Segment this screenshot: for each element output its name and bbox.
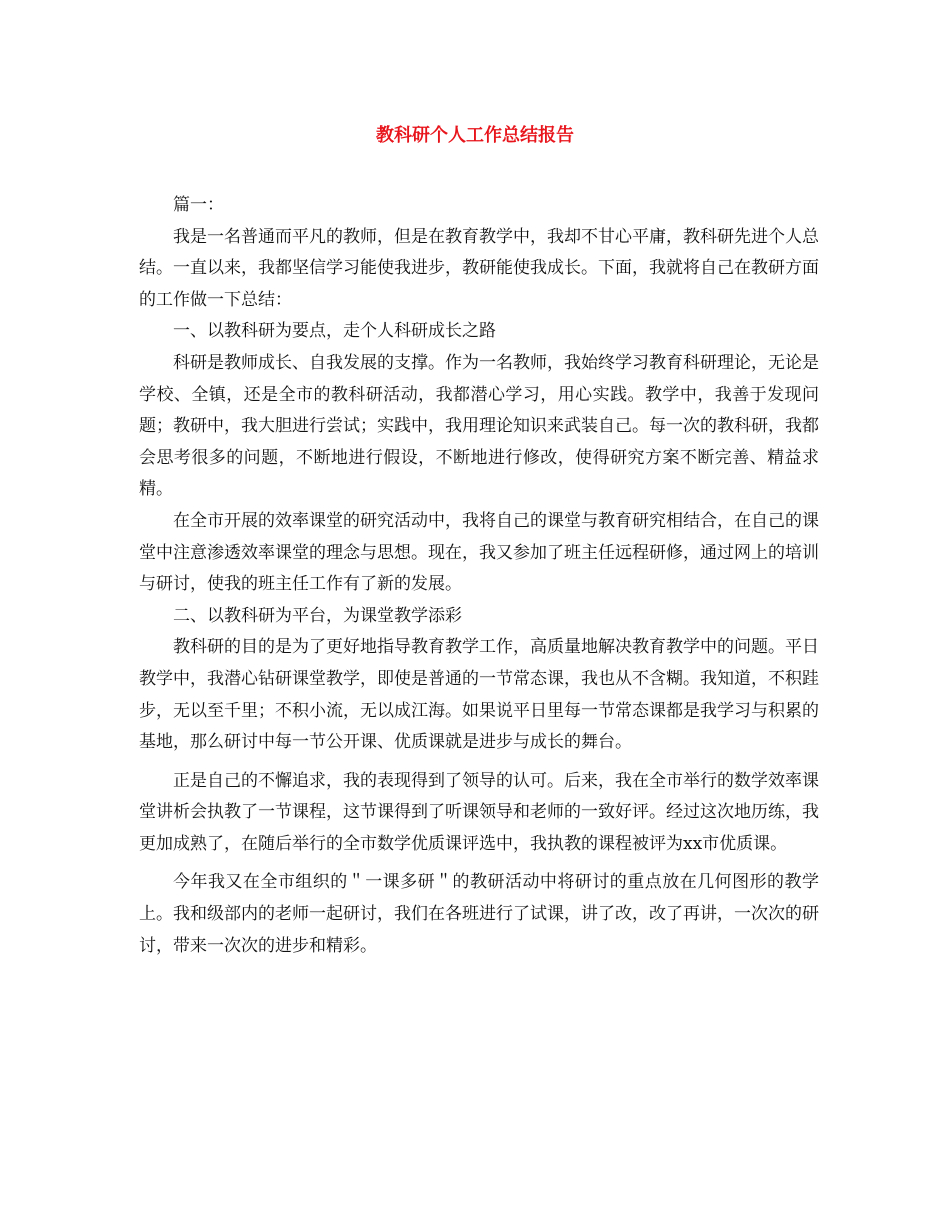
paragraph: 在全市开展的效率课堂的研究活动中，我将自己的课堂与教育研究相结合，在自己的课堂中注意渗透效率课堂的理念与思想。现在，我又参加了班主任远程研修，通过网上的培训与研讨，使我的班主任工作有了新的发展。 [139,510,819,595]
paragraph: 科研是教师成长、自我发展的支撑。作为一名教师，我始终学习教育科研理论，无论是学校、全镇，还是全市的教科研活动，我都潜心学习，用心实践。教学中，我善于发现问题；教研中，我大胆进行尝试；实践中，我用理论知识来武装自己。每一次的教科研，我都会思考很多的问题，不断地进行假设，不断地进行修改，使得研究方案不断完善、精益求精。 [139,352,819,500]
section-heading: 一、以教科研为要点，走个人科研成长之路 [173,321,496,342]
paragraph: 今年我又在全市组织的＂一课多研＂的教研活动中将研讨的重点放在几何图形的教学上。我和级部内的老师一起研讨，我们在各班进行了试课，讲了改，改了再讲，一次次的研讨，带来一次次的进步和精彩。 [139,872,819,956]
paragraph: 我是一名普通而平凡的教师，但是在教育教学中，我却不甘心平庸，教科研先进个人总结。一直以来，我都坚信学习能使我进步，教研能使我成长。下面，我就将自己在教研方面的工作做一下总结： [139,226,819,310]
paragraph: 教科研的目的是为了更好地指导教育教学工作，高质量地解决教育教学中的问题。平日教学中，我潜心钻研课堂教学，即使是普通的一节常态课，我也从不含糊。我知道，不积跬步，无以至千里；不积小流，无以成江海。如果说平日里每一节常态课都是我学习与积累的基地，那么研讨中每一节公开课、优质课就是进步与成长的舞台。 [139,637,819,753]
paragraph: 正是自己的不懈追求，我的表现得到了领导的认可。后来，我在全市举行的数学效率课堂讲析会执教了一节课程，这节课得到了听课领导和老师的一致好评。经过这次地历练，我更加成熟了，在随后举行的全市数学优质课评选中，我执教的课程被评为xx市优质课。 [139,770,819,854]
document-title: 教科研个人工作总结报告 [376,125,574,146]
section-heading: 二、以教科研为平台，为课堂教学添彩 [173,605,462,626]
paragraph-label: 篇一： [173,195,224,215]
document-body [139,190,819,962]
